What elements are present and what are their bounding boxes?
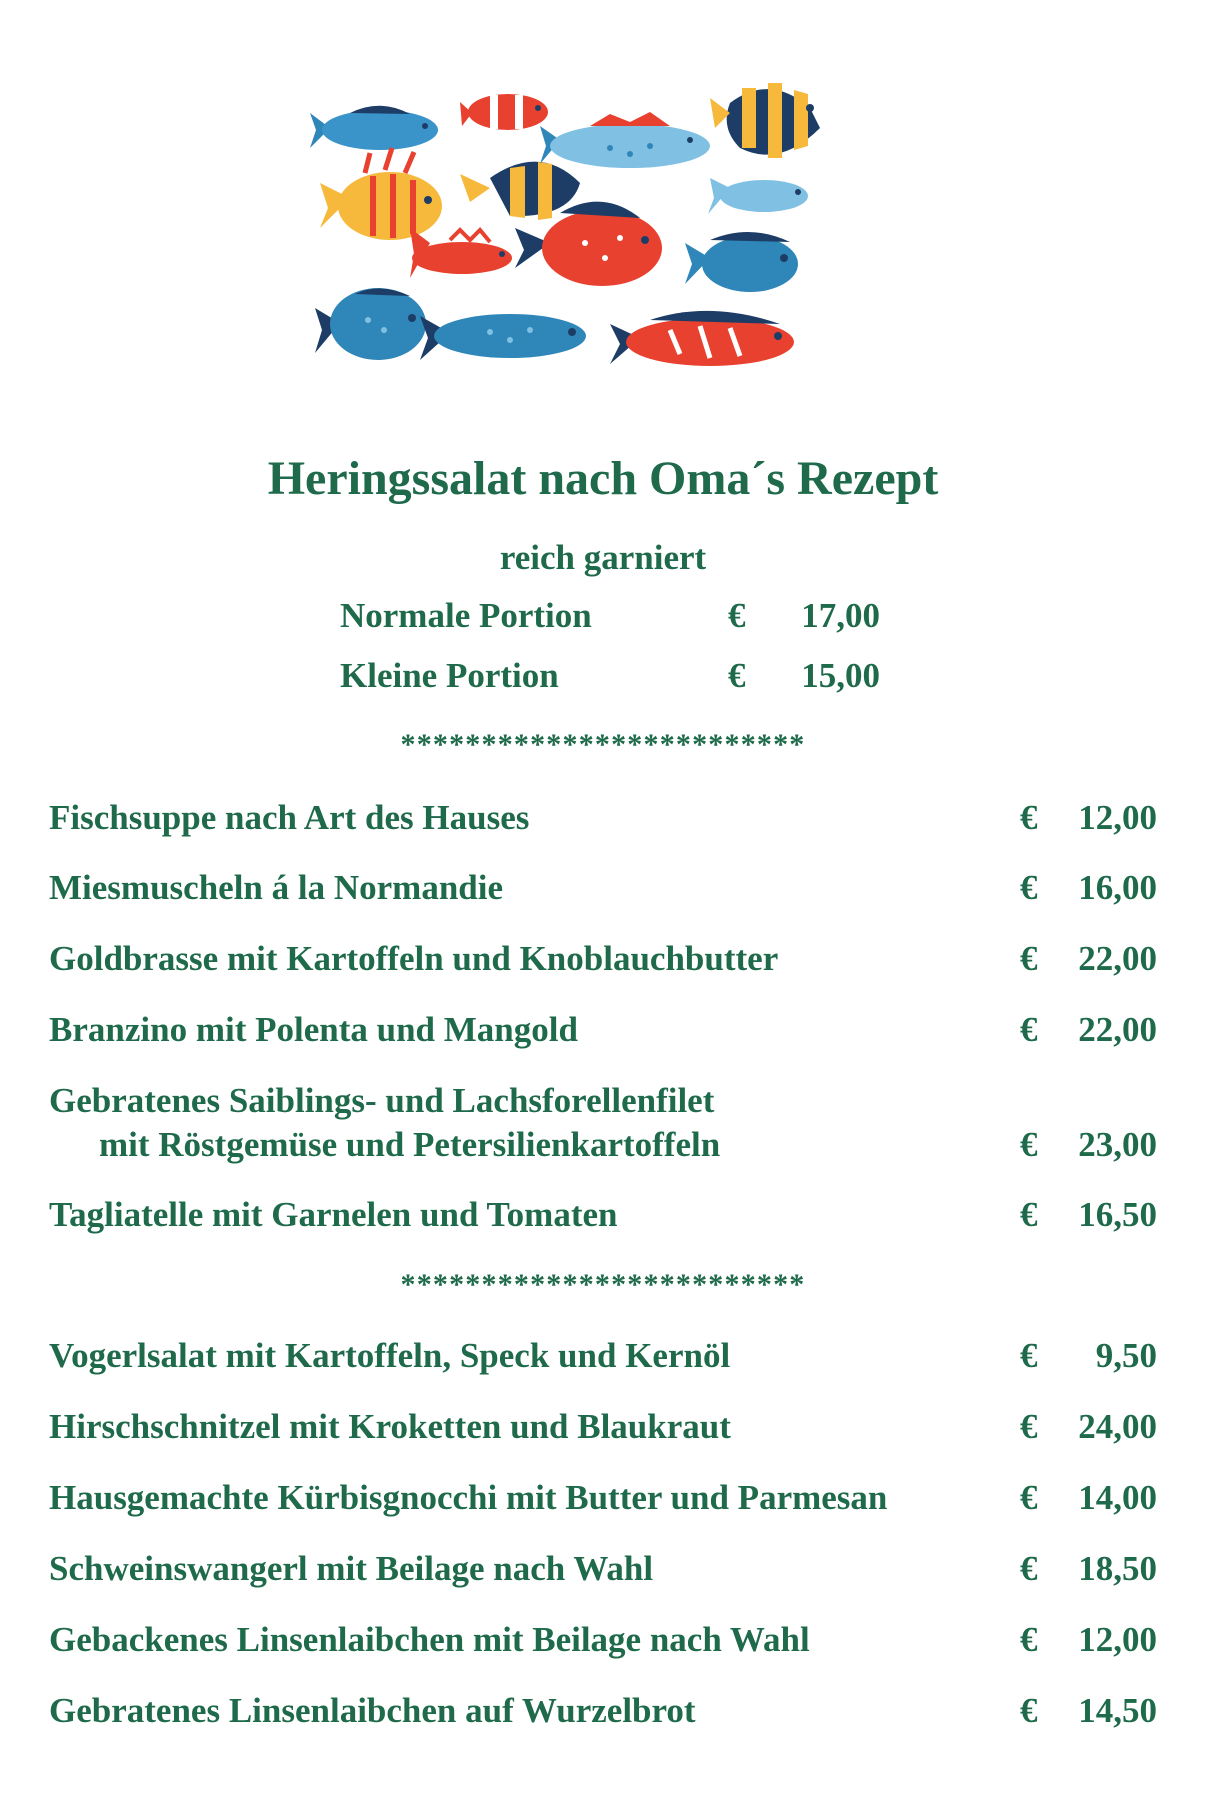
menu-item-name: Goldbrasse mit Kartoffeln und Knoblauchbutter: [49, 939, 779, 978]
menu-item-name: Tagliatelle mit Garnelen und Tomaten: [49, 1195, 618, 1234]
menu-item-price: 23,00: [1078, 1125, 1157, 1164]
menu-item-name: Gebratenes Saiblings- und Lachsforellenfilet: [49, 1081, 715, 1120]
menu-item-price: 14,50: [1078, 1691, 1157, 1730]
currency-symbol: €: [728, 656, 746, 695]
menu-item-price: 12,00: [1078, 798, 1157, 837]
currency-symbol: €: [1020, 1125, 1038, 1164]
portion-price: 17,00: [801, 596, 880, 635]
currency-symbol: €: [1020, 1010, 1038, 1049]
menu-item-price: 14,00: [1078, 1478, 1157, 1517]
fish-illustration-icon: [310, 68, 900, 420]
separator: *************************: [400, 1268, 806, 1301]
menu-item-name: Branzino mit Polenta und Mangold: [49, 1010, 578, 1049]
menu-item-name-line2: mit Röstgemüse und Petersilienkartoffeln: [99, 1125, 721, 1164]
portion-name: Normale Portion: [340, 596, 592, 635]
portion-name: Kleine Portion: [340, 656, 559, 695]
menu-item-price: 22,00: [1078, 939, 1157, 978]
subtitle: reich garniert: [499, 538, 707, 577]
currency-symbol: €: [1020, 1336, 1038, 1375]
currency-symbol: €: [1020, 868, 1038, 907]
menu-item-name: Hirschschnitzel mit Kroketten und Blaukraut: [49, 1407, 731, 1446]
menu-item-price: 16,00: [1078, 868, 1157, 907]
menu-item-name: Fischsuppe nach Art des Hauses: [49, 798, 530, 837]
menu-item-name: Gebackenes Linsenlaibchen mit Beilage nach Wahl: [49, 1620, 810, 1659]
currency-symbol: €: [728, 596, 746, 635]
menu-item-price: 12,00: [1078, 1620, 1157, 1659]
currency-symbol: €: [1020, 1620, 1038, 1659]
currency-symbol: €: [1020, 1407, 1038, 1446]
currency-symbol: €: [1020, 939, 1038, 978]
currency-symbol: €: [1020, 798, 1038, 837]
currency-symbol: €: [1020, 1195, 1038, 1234]
menu-item-name: Gebratenes Linsenlaibchen auf Wurzelbrot: [49, 1691, 696, 1730]
menu-item-name: Vogerlsalat mit Kartoffeln, Speck und Kernöl: [49, 1336, 731, 1375]
menu-item-price: 16,50: [1078, 1195, 1157, 1234]
menu-item-name: Miesmuscheln á la Normandie: [49, 868, 504, 907]
menu-item-name: Schweinswangerl mit Beilage nach Wahl: [49, 1549, 654, 1588]
menu-item-price: 24,00: [1078, 1407, 1157, 1446]
currency-symbol: €: [1020, 1549, 1038, 1588]
menu-item-price: 18,50: [1078, 1549, 1157, 1588]
portion-price: 15,00: [801, 656, 880, 695]
currency-symbol: €: [1020, 1691, 1038, 1730]
currency-symbol: €: [1020, 1478, 1038, 1517]
separator: *************************: [400, 728, 806, 761]
menu-item-price: 22,00: [1078, 1010, 1157, 1049]
menu-item-name: Hausgemachte Kürbisgnocchi mit Butter und Parmesan: [49, 1478, 888, 1517]
page-title: Heringssalat nach Oma´s Rezept: [267, 452, 939, 505]
menu-item-price: 9,50: [1095, 1336, 1157, 1375]
